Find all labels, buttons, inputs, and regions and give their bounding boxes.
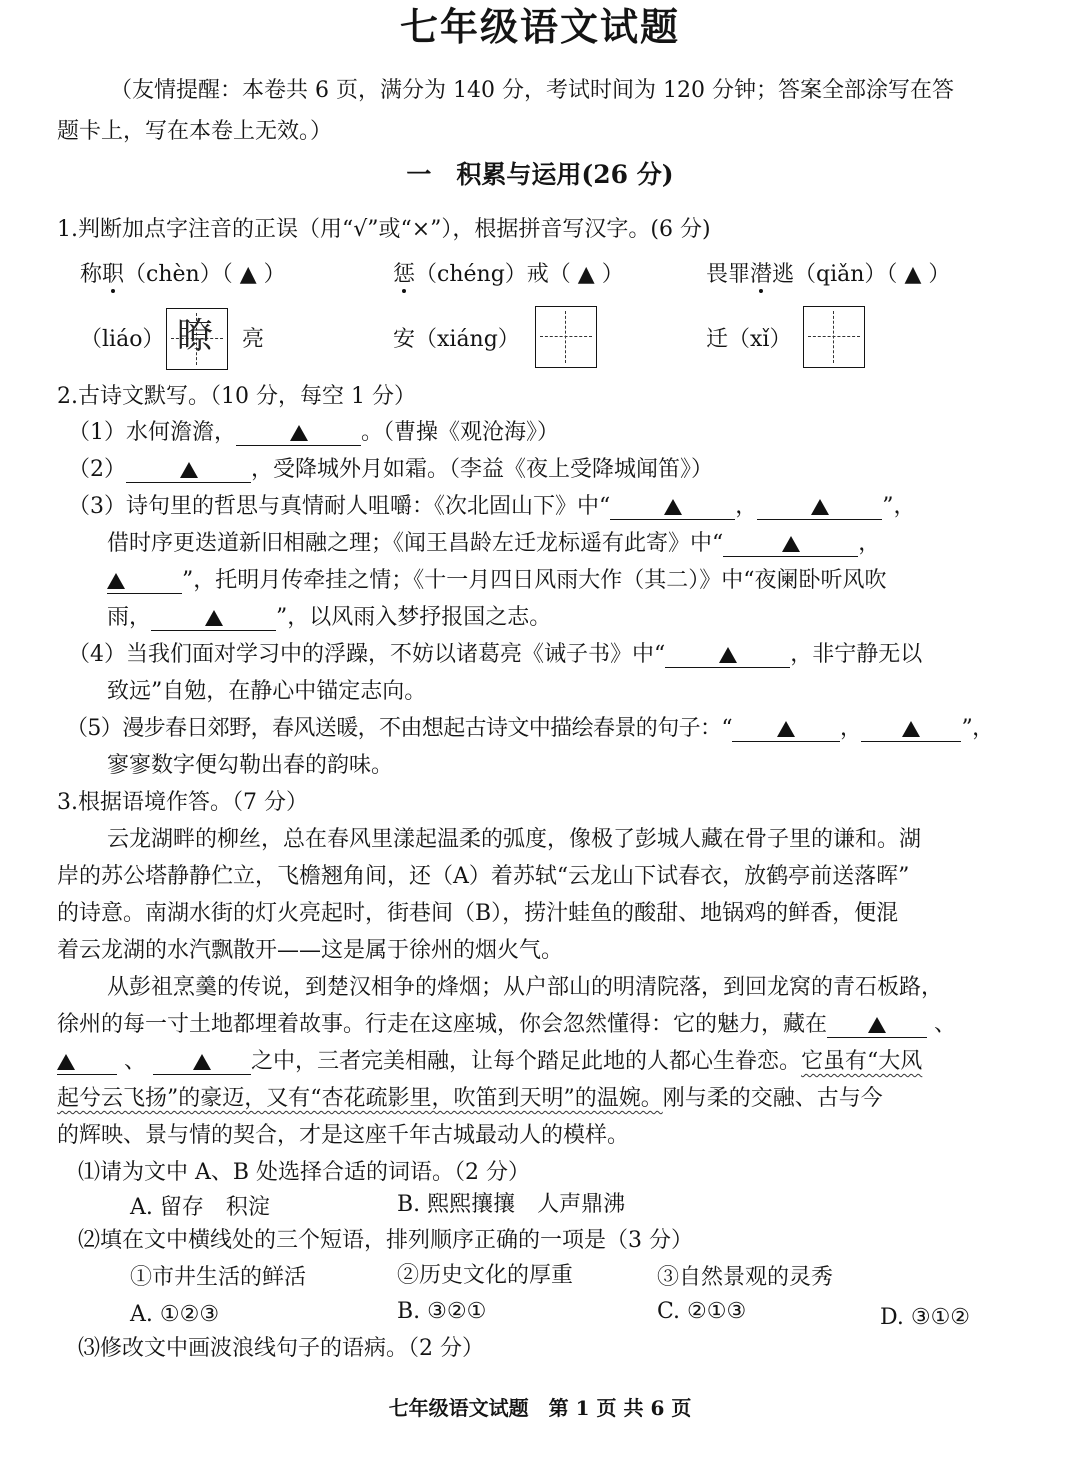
answer-blank[interactable] bbox=[732, 717, 840, 742]
answer-blank[interactable] bbox=[610, 495, 735, 520]
answer-blank[interactable] bbox=[107, 569, 182, 594]
q2-line-8: 致远”自勉，在静心中锚定志向。 bbox=[107, 679, 427, 704]
q2-line-4: 借时序更迭道新旧相融之理；《闻王昌龄左迁龙标遥有此寄》中“ ， bbox=[107, 531, 881, 556]
answer-marker: ▲ bbox=[239, 262, 257, 287]
q3-sub2-phrase-1: ①市井生活的鲜活 bbox=[130, 1265, 307, 1290]
exam-title: 七年级语文试题 bbox=[399, 4, 680, 49]
q2-line-3: （3）诗句里的哲思与真情耐人咀嚼：《次北固山下》中“ ， ”， bbox=[68, 494, 916, 519]
section-1-title: 一 积累与运用(26 分) bbox=[406, 160, 674, 189]
q1-pinyin-1-prefix: （liáo） bbox=[80, 327, 165, 352]
q2-line-5: ”，托明月传牵挂之情；《十一月四日风雨大作（其二）》中“夜阑卧听风吹 bbox=[107, 566, 887, 596]
q2-line-7: （4）当我们面对学习中的浮躁，不妨以诸葛亮《诫子书》中“ ，非宁静无以 bbox=[68, 642, 923, 667]
q2-line-10: 寥寥数字便勾勒出春的韵味。 bbox=[107, 753, 394, 778]
notice-line-2: 题卡上，写在本卷上无效。） bbox=[57, 119, 333, 144]
q3-sub2-option-d[interactable]: D. ③①② bbox=[880, 1305, 971, 1330]
q2-line-6: 雨， ”，以风雨入梦抒报国之志。 bbox=[107, 605, 552, 630]
q3-passage-line: 云龙湖畔的柳丝，总在春风里漾起温柔的弧度，像极了彭城人藏在骨子里的谦和。湖 bbox=[107, 827, 922, 852]
q3-sub2-stem: ⑵填在文中横线处的三个短语，排列顺序正确的一项是（3 分） bbox=[78, 1228, 693, 1253]
write-box-3[interactable] bbox=[803, 306, 865, 368]
answer-blank[interactable] bbox=[665, 643, 790, 668]
q3-sub1-option-a[interactable]: A. 留存 积淀 bbox=[130, 1195, 270, 1220]
wavy-underlined-sentence: 它虽有“大风 bbox=[801, 1049, 923, 1074]
q3-sub3-stem: ⑶修改文中画波浪线句子的语病。（2 分） bbox=[78, 1336, 484, 1361]
q1-pinyin-1-suffix: 亮 bbox=[242, 327, 265, 352]
q1-item-3: 畏罪潜逃（qiǎn）（ ▲ ） bbox=[706, 262, 951, 287]
q3-sub1-option-b[interactable]: B. 熙熙攘攘 人声鼎沸 bbox=[397, 1192, 626, 1217]
q3-passage-line: 从彭祖烹羹的传说，到楚汉相争的烽烟；从户部山的明清院落，到回龙窝的青石板路， bbox=[107, 975, 944, 1000]
q2-stem: 2.古诗文默写。（10 分，每空 1 分） bbox=[57, 384, 416, 409]
q1-stem: 1.判断加点字注音的正误（用“√”或“×”），根据拼音写汉字。(6 分) bbox=[57, 217, 711, 242]
answer-blank[interactable] bbox=[126, 458, 251, 483]
q1-pinyin-2-prefix: 安（xiáng） bbox=[393, 327, 520, 352]
answer-blank[interactable] bbox=[153, 1050, 251, 1075]
q3-passage-line: 、 之中，三者完美相融，让每个踏足此地的人都心生眷恋。它虽有“大风 bbox=[57, 1047, 922, 1077]
write-box-2[interactable] bbox=[535, 306, 597, 368]
q1-item-1: 称职（chèn）（ ▲ ） bbox=[80, 262, 286, 287]
q3-sub2-phrase-2: ②历史文化的厚重 bbox=[397, 1263, 574, 1288]
q3-sub2-option-c[interactable]: C. ②①③ bbox=[657, 1299, 747, 1324]
q1-item-2: 惩（chéng）戒（ ▲ ） bbox=[393, 262, 624, 287]
q1-pinyin-3-prefix: 迁（xǐ） bbox=[706, 327, 792, 352]
q3-passage-line: 起兮云飞扬”的豪迈，又有“杏花疏影里，吹笛到天明”的温婉。刚与柔的交融、古与今 bbox=[57, 1086, 883, 1111]
answer-blank[interactable] bbox=[861, 717, 961, 742]
answer-blank[interactable] bbox=[236, 421, 361, 446]
q3-sub1-stem: ⑴请为文中 A、B 处选择合适的词语。（2 分） bbox=[78, 1160, 531, 1185]
q3-passage-line: 的辉映、景与情的契合，才是这座千年古城最动人的模样。 bbox=[57, 1123, 630, 1148]
handwritten-answer: 瞭 bbox=[177, 316, 214, 357]
answer-marker: ▲ bbox=[904, 262, 922, 287]
notice-line-1: （友情提醒：本卷共 6 页，满分为 140 分，考试时间为 120 分钟；答案全部涂写在答 bbox=[110, 78, 954, 103]
q3-passage-line: 的诗意。南湖水街的灯火亮起时，街巷间（B），捞汁蛙鱼的酸甜、地锅鸡的鲜香，便混 bbox=[57, 901, 899, 926]
q3-passage-line: 岸的苏公塔静静伫立，飞檐翘角间，还（A）着苏轼“云龙山下试春衣，放鹤亭前送落晖” bbox=[57, 864, 910, 889]
q3-passage-line: 着云龙湖的水汽飘散开——这是属于徐州的烟火气。 bbox=[57, 938, 564, 963]
q3-sub2-option-b[interactable]: B. ③②① bbox=[397, 1299, 487, 1324]
answer-marker: ▲ bbox=[577, 262, 595, 287]
q3-sub2-option-a[interactable]: A. ①②③ bbox=[130, 1302, 220, 1327]
answer-blank[interactable] bbox=[151, 606, 276, 631]
write-box-1[interactable] bbox=[166, 308, 228, 370]
answer-blank[interactable] bbox=[757, 495, 882, 520]
answer-blank[interactable] bbox=[827, 1013, 927, 1038]
q2-line-9: （5）漫步春日郊野，春风送暖，不由想起古诗文中描绘春景的句子：“ ， ”， bbox=[66, 716, 994, 741]
answer-blank[interactable] bbox=[723, 532, 858, 557]
q3-sub2-phrase-3: ③自然景观的灵秀 bbox=[657, 1265, 834, 1290]
page-footer: 七年级语文试题 第 1 页 共 6 页 bbox=[388, 1396, 692, 1420]
q2-line-2: （2） ，受降城外月如霜。（李益《夜上受降城闻笛》） bbox=[68, 457, 714, 482]
q3-stem: 3.根据语境作答。（7 分） bbox=[57, 790, 308, 815]
q2-line-1: （1）水何澹澹， 。（曹操《观沧海》） bbox=[68, 420, 560, 445]
wavy-underlined-sentence: 起兮云飞扬”的豪迈，又有“杏花疏影里，吹笛到天明”的温婉。 bbox=[57, 1086, 663, 1111]
answer-blank[interactable] bbox=[57, 1050, 117, 1075]
q3-passage-line: 徐州的每一寸土地都埋着故事。行走在这座城，你会忽然懂得：它的魅力，藏在 、 bbox=[57, 1012, 957, 1037]
